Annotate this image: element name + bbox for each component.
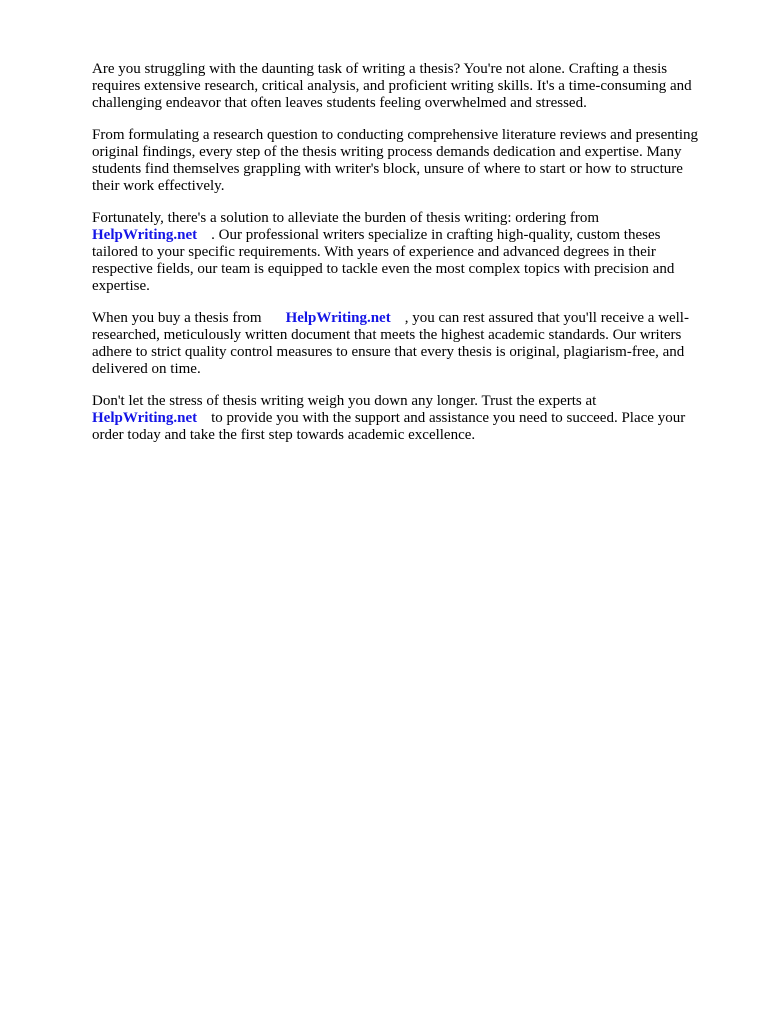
paragraph-solution xyxy=(92,210,728,295)
paragraph-solution-text-before: Fortunately, there's a solution to alleviate the burden of thesis writing: ordering from xyxy=(92,210,600,226)
helpwriting-link-3[interactable]: HelpWriting.net xyxy=(92,410,198,426)
paragraph-closing xyxy=(92,393,728,444)
paragraph-process-text: From formulating a research question to conducting comprehensive literature reviews and presenting original findings, every step of the thesis writing process demands dedication and expertise. Many students find themselves grappling with writer's block, unsure of where to start or how to structure their work effectively. xyxy=(92,127,699,194)
paragraph-buy-text-before: When you buy a thesis from xyxy=(92,310,262,326)
paragraph-buy-text-after: , you can rest assured that you'll receive a well- researched, meticulously written document that meets the highest academic standards. Our writers adhere to strict quality control measures to ensure that every thesis is original, plagiarism-free, and delivered on time. xyxy=(92,310,689,377)
helpwriting-link-2[interactable]: HelpWriting.net xyxy=(285,310,391,326)
paragraph-closing-text-after: to provide you with the support and assistance you need to succeed. Place your order today and take the first step towards academic excellence. xyxy=(92,410,686,443)
helpwriting-link-1[interactable]: HelpWriting.net xyxy=(92,227,198,243)
paragraph-closing-text-before: Don't let the stress of thesis writing weigh you down any longer. Trust the experts at xyxy=(92,393,597,409)
paragraph-process xyxy=(92,127,728,195)
document-page xyxy=(92,61,728,459)
paragraph-buy xyxy=(92,310,728,378)
paragraph-intro-text: Are you struggling with the daunting task of writing a thesis? You're not alone. Crafting a thesis requires extensive research, critical analysis, and proficient writing skills. It's a time-consuming and challenging endeavor that often leaves students feeling overwhelmed and stressed. xyxy=(92,61,692,111)
paragraph-intro xyxy=(92,61,728,112)
paragraph-solution-text-after: . Our professional writers specialize in crafting high-quality, custom theses tailored to your specific requirements. With years of experience and advanced degrees in their respective fields, our team is equipped to tackle even the most complex topics with precision and expertise. xyxy=(92,227,675,294)
